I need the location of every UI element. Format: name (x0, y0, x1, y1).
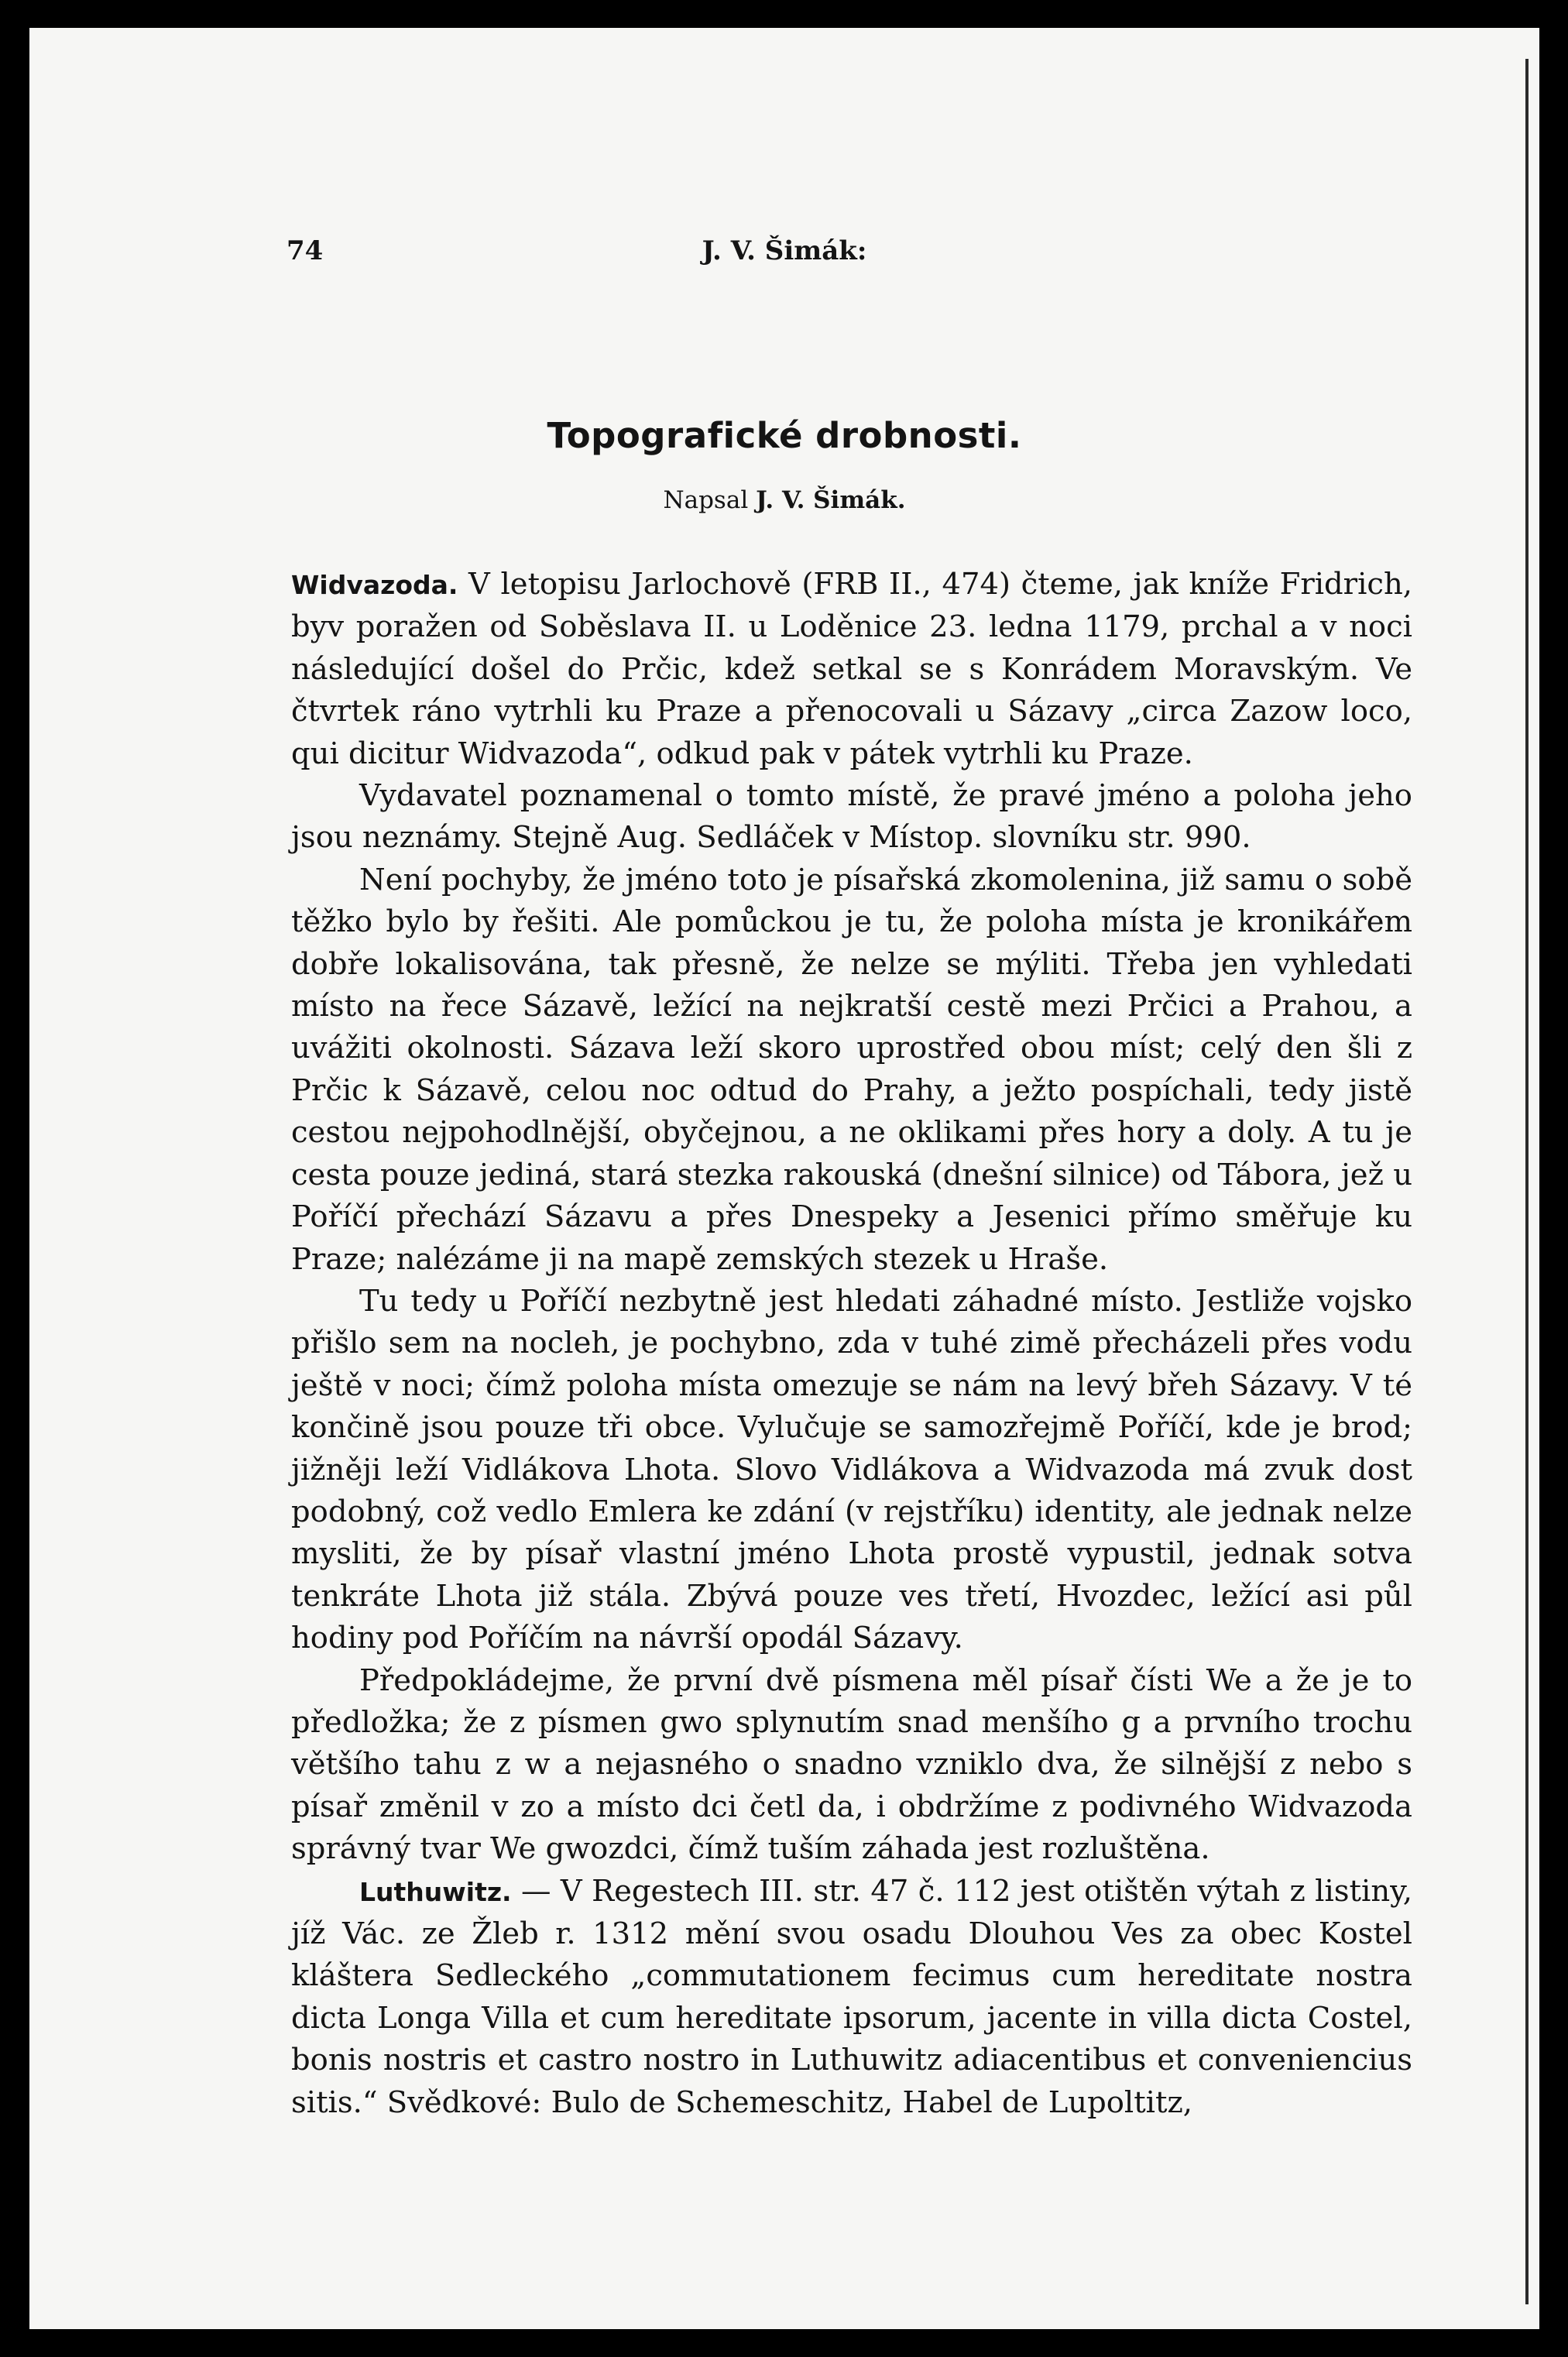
lead-luthuwitz: Luthuwitz. (359, 1876, 512, 1907)
paragraph: Vydavatel poznamenal o tomto místě, že pravé jméno a poloha jeho jsou neznámy. Stejně Aug. Sedláček v Místop. slovníku str. 990. (291, 778, 1412, 856)
page-number: 74 (286, 235, 324, 266)
paragraph-luthuwitz (291, 1871, 1412, 2124)
paragraph-widvazoda (291, 564, 1412, 775)
paragraph-text: — V Regestech III. str. 47 č. 112 jest otištěn výtah z listiny, jíž Vác. ze Žleb r. 1312 mění svou osadu Dlouhou Ves za obec Kostel kláštera Sedleckého „commutationem fecimus cum hereditate nostra dicta Longa Villa et cum hereditate ipsorum, jacente in villa dicta Costel, bonis nostris et castro nostro in Luthuwitz adiacentibus et conveniencius sitis.“ Svědkové: Bulo de Schemeschitz, Habel de Lupoltitz, (291, 1873, 1412, 2120)
running-title: J. V. Šimák: (702, 235, 867, 266)
paragraph: Předpokládejme, že první dvě písmena měl písař čísti We a že je to předložka; že z písmen gwo splynutím snad menšího g a prvního trochu většího tahu z w a nejasného o snadno vzniklo dva, že silnější z nebo s písař změnil v zo a místo dci četl da, i obdržíme z podivného Widvazoda správný tvar We gwozdci, čímž tuším záhada jest rozluštěna. (291, 1662, 1412, 1867)
running-header (29, 235, 1539, 282)
paragraph: Není pochyby, že jméno toto je písařská zkomolenina, již samu o sobě těžko bylo by řešiti. Ale pomůckou je tu, že poloha místa je kronikářem dobře lokalisována, tak přesně, že nelze se mýliti. Třeba jen vyhledati místo na řece Sázavě, ležící na nejkratší cestě mezi Prčici a Prahou, a uvážiti okolnosti. Sázava leží skoro uprostřed obou míst; celý den šli z Prčic k Sázavě, celou noc odtud do Prahy, a ježto pospíchali, tedy jistě cestou nejpohodlnější, obyčejnou, a ne oklikami přes hory a doly. A tu je cesta pouze jediná, stará stezka rakouská (dnešní silnice) od Tábora, jež u Poříčí přechází Sázavu a přes Dnespeky a Jesenici přímo směřuje ku Praze; nalézáme ji na mapě zemských stezek u Hraše. (291, 862, 1412, 1277)
book-page (29, 28, 1539, 2329)
article-body (291, 564, 1412, 2124)
paragraph: Tu tedy u Poříčí nezbytně jest hledati záhadné místo. Jestliže vojsko přišlo sem na nocleh, je pochybno, zda v tuhé zimě přecházeli přes vodu ještě v noci; čímž poloha místa omezuje se nám na levý břeh Sázavy. V té končině jsou pouze tři obce. Vylučuje se samozřejmě Poříčí, kde je brod; jižněji leží Vidlákova Lhota. Slovo Vidlákova a Widvazoda má zvuk dost podobný, což vedlo Emlera ke zdání (v rejstříku) identity, ale jednak nelze mysliti, že by písař vlastní jméno Lhota prostě vypustil, jednak sotva tenkráte Lhota již stála. Zbývá pouze ves třetí, Hvozdec, ležící asi půl hodiny pod Poříčím na návrší opodál Sázavy. (291, 1283, 1412, 1656)
byline-author: J. V. Šimák. (756, 486, 906, 514)
paragraph-text: V letopisu Jarlochově (FRB II., 474) čteme, jak kníže Fridrich, byv poražen od Soběslava II. u Loděnice 23. ledna 1179, prchal a v noci následující došel do Prčic, kdež setkal se s Konrádem Moravským. Ve čtvrtek ráno vytrhli ku Praze a přenocovali u Sázavy „circa Zazow loco, qui dicitur Widvazoda“, odkud pak v pátek vytrhli ku Praze. (291, 567, 1412, 771)
lead-widvazoda: Widvazoda. (291, 570, 458, 600)
byline (29, 486, 1539, 514)
byline-prefix: Napsal (663, 486, 749, 514)
article-title: Topografické drobnosti. (547, 415, 1022, 456)
page-edge (1525, 59, 1529, 2304)
